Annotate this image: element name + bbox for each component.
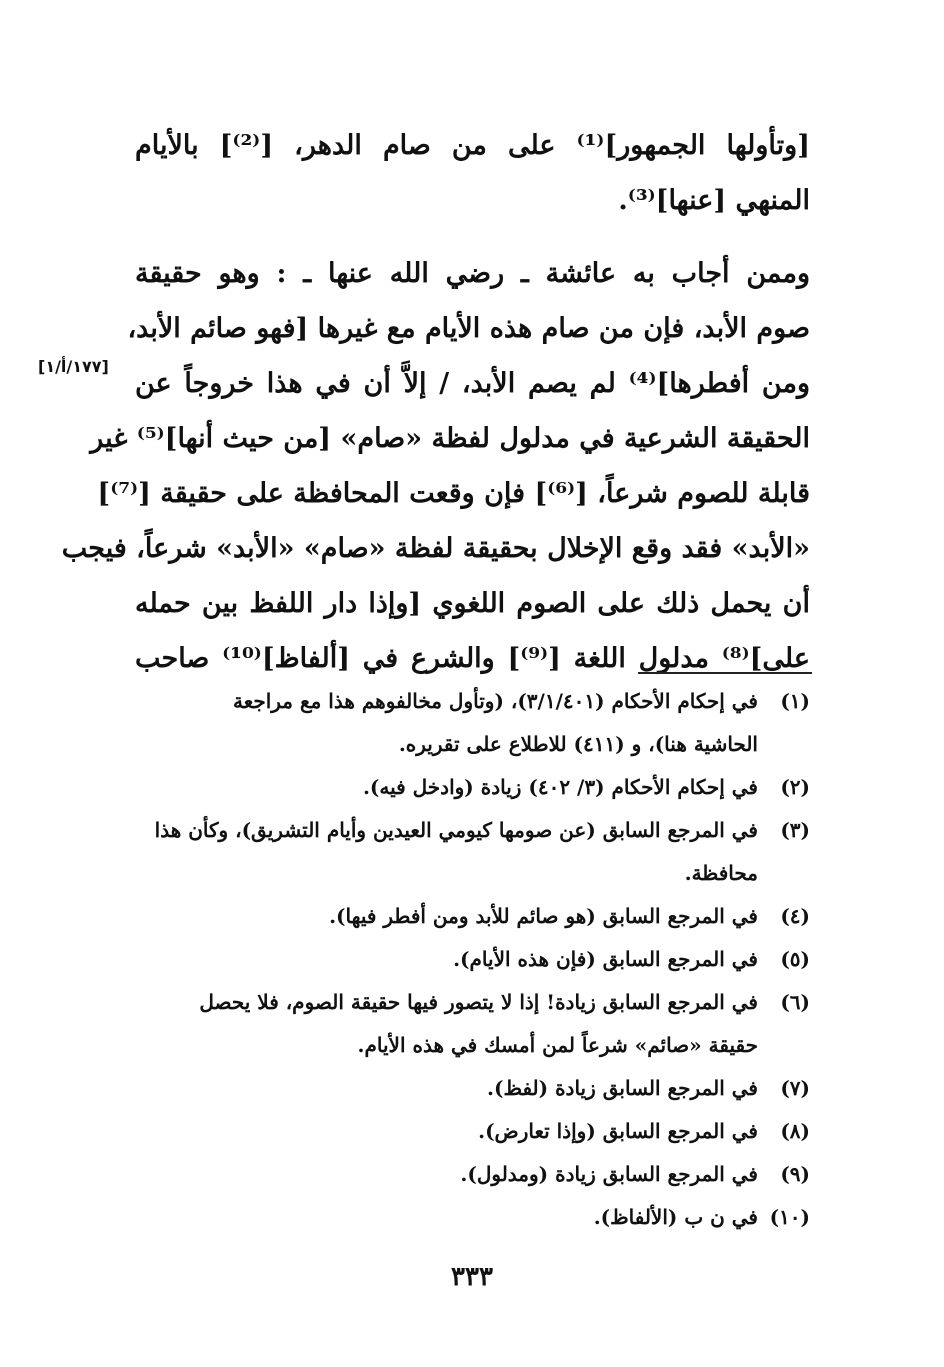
- footnote: [135, 766, 810, 809]
- body-line: وممن أجاب به عائشة ـ رضي الله عنها ـ : وهو حقيقة: [135, 258, 810, 289]
- footnote-text: [135, 1196, 758, 1239]
- footnote-number: (١): [780, 689, 810, 713]
- footnote-text: [135, 981, 758, 1067]
- footnote-number: (١٠): [769, 1205, 810, 1229]
- footnote-line: في المرجع السابق زيادة! إذا لا يتصور فيها حقيقة الصوم، فلا يحصل: [199, 990, 758, 1014]
- footnote: [135, 981, 810, 1067]
- footnote-line: في المرجع السابق (وإذا تعارض).: [478, 1119, 758, 1143]
- footnote-number: (٥): [780, 947, 810, 971]
- body-line: [وتأولها الجمهور]⁽¹⁾ على من صام الدهر، [⁽²⁾] بالأيام: [135, 130, 810, 161]
- paragraph-1: [135, 118, 810, 228]
- footnote-number: (٢): [780, 775, 810, 799]
- footnote-number: (٧): [780, 1076, 810, 1100]
- body-line: المنهي [عنها]⁽³⁾.: [618, 185, 810, 216]
- body-line: الحقيقة الشرعية في مدلول لفظة «صام» [من حيث أنها]⁽⁵⁾ غير: [90, 423, 810, 454]
- footnote: [135, 1067, 810, 1110]
- footnote-line: في المرجع السابق (هو صائم للأبد ومن أفطر فيها).: [329, 904, 758, 928]
- footnote-line: حقيقة «صائم» شرعاً لمن أمسك في هذه الأيام.: [357, 1033, 758, 1057]
- footnote: [135, 938, 810, 981]
- page-number: ٣٣٣: [451, 1262, 493, 1292]
- footnote-separator: [638, 672, 812, 674]
- footnote: [135, 809, 810, 895]
- body-line: قابلة للصوم شرعاً، [⁽⁶⁾] فإن وقعت المحافظة على حقيقة [⁽⁷⁾]: [97, 478, 810, 509]
- manuscript-folio-marker: [١٧٧/أ/١]: [38, 357, 109, 376]
- footnote-number: (٤): [780, 904, 810, 928]
- footnote-number: (٩): [780, 1162, 810, 1186]
- footnote-text: [135, 809, 758, 895]
- footnote-text: [135, 1153, 758, 1196]
- body-line: «الأبد» فقد وقع الإخلال بحقيقة لفظة «صام» «الأبد» شرعاً، فيجب: [61, 533, 810, 564]
- footnote-number: (٣): [780, 818, 810, 842]
- body-line: صوم الأبد، فإن من صام هذه الأيام مع غيرها [فهو صائم الأبد،: [127, 313, 810, 344]
- footnote-number: (٦): [780, 990, 810, 1014]
- footnote-line: في المرجع السابق (عن صومها كيومي العيدين وأيام التشريق)، وكأن هذا: [154, 818, 758, 842]
- footnote-line: في المرجع السابق زيادة (لفظ).: [487, 1076, 758, 1100]
- footnote-line: الحاشية هنا)، و (٤١١) للاطلاع على تقريره.: [398, 732, 758, 756]
- body-line: أن يحمل ذلك على الصوم اللغوي [وإذا دار اللفظ بين حمله: [135, 588, 810, 619]
- footnote: [135, 680, 810, 766]
- footnote: [135, 1110, 810, 1153]
- footnote-number: (٨): [780, 1119, 810, 1143]
- footnotes: [135, 680, 810, 1239]
- footnote-text: [135, 1110, 758, 1153]
- body-line: ومن أفطرها]⁽⁴⁾ لم يصم الأبد، / إلاَّ أن في هذا خروجاً عن: [135, 368, 810, 399]
- footnote-line: في المرجع السابق (فإن هذه الأيام).: [453, 947, 758, 971]
- footnote-text: [135, 1067, 758, 1110]
- footnote-line: محافظة.: [684, 861, 758, 885]
- body-line: على]⁽⁸⁾ مدلول اللغة [⁽⁹⁾] والشرع في [ألفاظ]⁽¹⁰⁾ صاحب: [135, 643, 810, 674]
- footnote: [135, 1196, 810, 1239]
- footnote-line: في إحكام الأحكام (٣/١/٤٠١)، (وتأول مخالفوهم هذا مع مراجعة: [232, 689, 758, 713]
- footnote: [135, 895, 810, 938]
- footnote-line: في المرجع السابق زيادة (ومدلول).: [460, 1162, 758, 1186]
- footnote-text: [135, 938, 758, 981]
- footnote-text: [135, 895, 758, 938]
- footnote-text: [135, 680, 758, 766]
- footnote-line: في إحكام الأحكام (٣/ ٤٠٢) زيادة (وادخل فيه).: [362, 775, 758, 799]
- footnote: [135, 1153, 810, 1196]
- footnote-line: في ن ب (الألفاظ).: [593, 1205, 758, 1229]
- footnote-text: [135, 766, 758, 809]
